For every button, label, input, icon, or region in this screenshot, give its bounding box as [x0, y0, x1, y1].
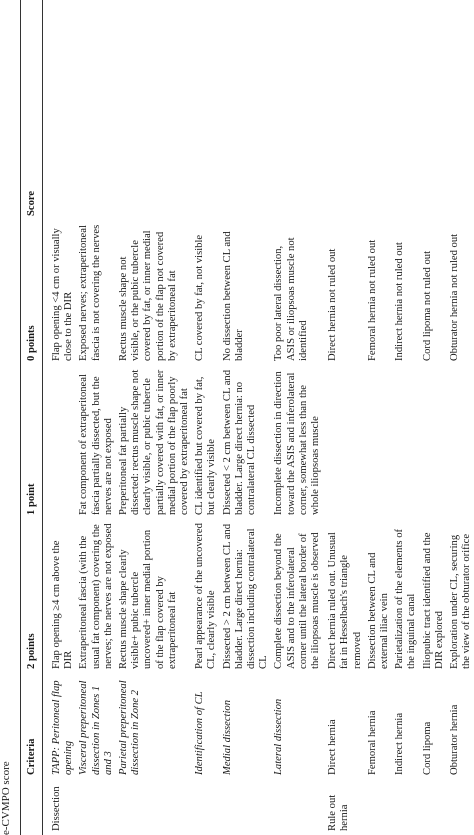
two-points-cell: Extraperitoneal fascia (with the usual fat component) covering the nerves; the nerves are not exposed	[78, 523, 114, 669]
criteria-cell: Direct hernia	[327, 719, 339, 775]
one-point-cell	[391, 365, 418, 519]
zero-points-cell: CL covered by fat, not visible	[194, 234, 206, 361]
two-points-cell: Dissection between CL and external iliac vein	[366, 552, 391, 669]
zero-points-cell: Femoral hernia not ruled out	[366, 239, 378, 361]
one-point-cell: Preperitoneal fat partially dissected: rectus muscle shape not clearly visible, or pubic tubercle partially covered with fat, or inner medial portion of the flap poorly covered by extraperitoneal fat	[118, 369, 191, 515]
zero-points-cell: Flap opening <4 cm or visually close to the DIR	[51, 228, 75, 361]
two-points-cell: Iliopubic tract identified and the DIR explored	[421, 532, 445, 669]
table-row	[364, 0, 391, 835]
criteria-cell: Cord lipoma	[421, 721, 433, 775]
zero-points-cell: Indirect hernia not ruled out	[394, 242, 406, 361]
table-row	[322, 0, 364, 835]
two-points-cell: Pearl appearance of the uncovered CL, clearly visible	[194, 523, 218, 669]
table-row	[446, 0, 473, 835]
one-point-cell: CL identified but covered by fat, but clearly visible	[194, 376, 218, 515]
one-point-cell: Fat component of extraperitoneal fascia partially dissected, but the nerves are not exposed	[78, 374, 114, 515]
zero-points-cell: Obturator hernia not ruled out	[449, 233, 461, 361]
score-table	[22, 0, 474, 835]
table-row	[270, 0, 322, 835]
section-label	[446, 779, 473, 835]
table-row	[391, 0, 418, 835]
two-points-cell: Exploration under CL, securing the view of the obturator orifice	[449, 533, 473, 669]
score-cell	[191, 0, 218, 220]
section-label	[115, 779, 191, 835]
one-point-cell	[364, 365, 391, 519]
section-label	[75, 779, 115, 835]
score-cell	[46, 0, 75, 220]
zero-points-cell: Too poor lateral dissection, ASIS or iliopsoas muscle not identified	[273, 237, 309, 361]
criteria-cell: Indirect hernia	[394, 712, 406, 775]
table-caption: e-CVMPO score	[0, 761, 12, 835]
score-cell	[364, 0, 391, 220]
criteria-cell: Visceral preperitoneal dissection in Zones 1 and 3	[78, 680, 114, 775]
header-0-points: 0 points	[26, 325, 37, 361]
header-2-points: 2 points	[26, 633, 37, 669]
score-cell	[115, 0, 191, 220]
table-body	[46, 0, 474, 835]
section-label: Dissection	[51, 786, 62, 831]
two-points-cell: Dissected > 2 cm between CL and bladder. Large direct hernia: dissection including contralateral CL	[221, 523, 270, 669]
score-cell	[219, 0, 271, 220]
criteria-cell: Medial dissection	[221, 699, 233, 775]
two-points-cell: Complete dissection beyond the ASIS and to the inferolateral corner until the lateral border of the iliopsoas muscle is observed	[273, 532, 322, 669]
criteria-cell: TAPP: Peritoneal flap opening	[51, 680, 75, 775]
section-label	[191, 779, 218, 835]
header-score: Score	[26, 190, 37, 216]
two-points-cell: Flap opening ≥4 cm above the DIR	[51, 540, 75, 669]
score-cell	[446, 0, 473, 220]
one-point-cell	[46, 365, 75, 519]
score-cell	[75, 0, 115, 220]
score-cell	[270, 0, 322, 220]
one-point-cell: Dissected < 2 cm between CL and bladder. Large direct hernia: no contralateral CL dissected	[221, 369, 258, 515]
one-point-cell	[446, 365, 473, 519]
criteria-cell: Parietal preperitoneal dissection in Zone 2	[118, 680, 142, 775]
header-1-point: 1 point	[26, 483, 37, 515]
one-point-cell: Incomplete dissection in direction toward the ASIS and inferolateral corner, somewhat less than the whole iliopsoas muscle	[273, 371, 322, 515]
criteria-cell: Lateral dissection	[273, 698, 285, 775]
zero-points-cell: Rectus muscle shape not visible, or the pubic tubercle covered by fat, or inner medial portion of the flap not covered by extraperitoneal fat	[118, 230, 178, 361]
one-point-cell	[419, 365, 446, 519]
header-rule	[42, 0, 43, 835]
table-row	[75, 0, 115, 835]
one-point-cell	[322, 365, 364, 519]
section-label: Rule out hernia	[327, 794, 351, 831]
zero-points-cell: No dissection between CL and bladder	[221, 231, 245, 361]
table-row	[191, 0, 218, 835]
table-row	[115, 0, 191, 835]
section-label	[270, 779, 322, 835]
two-points-cell: Parietalization of the elements of the inguinal canal	[394, 528, 418, 669]
table-row	[219, 0, 271, 835]
score-cell	[419, 0, 446, 220]
criteria-cell: Obturator hernia	[449, 704, 461, 775]
header-criteria: Criteria	[26, 738, 37, 775]
section-label	[219, 779, 271, 835]
zero-points-cell: Exposed nerves; extraperitoneal fascia is not covering the nerves	[78, 224, 102, 361]
section-label	[391, 779, 418, 835]
score-cell	[391, 0, 418, 220]
section-label	[419, 779, 446, 835]
table-row	[46, 0, 75, 835]
zero-points-cell: Cord lipoma not ruled out	[421, 250, 433, 361]
criteria-cell: Identification of CL	[194, 691, 206, 775]
two-points-cell: Direct hernia ruled out. Unusual fat in Hesselbach's triangle removed	[327, 532, 363, 669]
section-label	[364, 779, 391, 835]
table-row	[419, 0, 446, 835]
score-cell	[322, 0, 364, 220]
zero-points-cell: Direct hernia not ruled out	[327, 248, 339, 361]
top-rule	[20, 0, 21, 835]
criteria-cell: Femoral hernia	[366, 710, 378, 775]
two-points-cell: Rectus muscle shape clearly visible+ pubic tubercle uncovered+ inner medial portion of the flap covered by extraperitoneal fat	[118, 529, 178, 669]
